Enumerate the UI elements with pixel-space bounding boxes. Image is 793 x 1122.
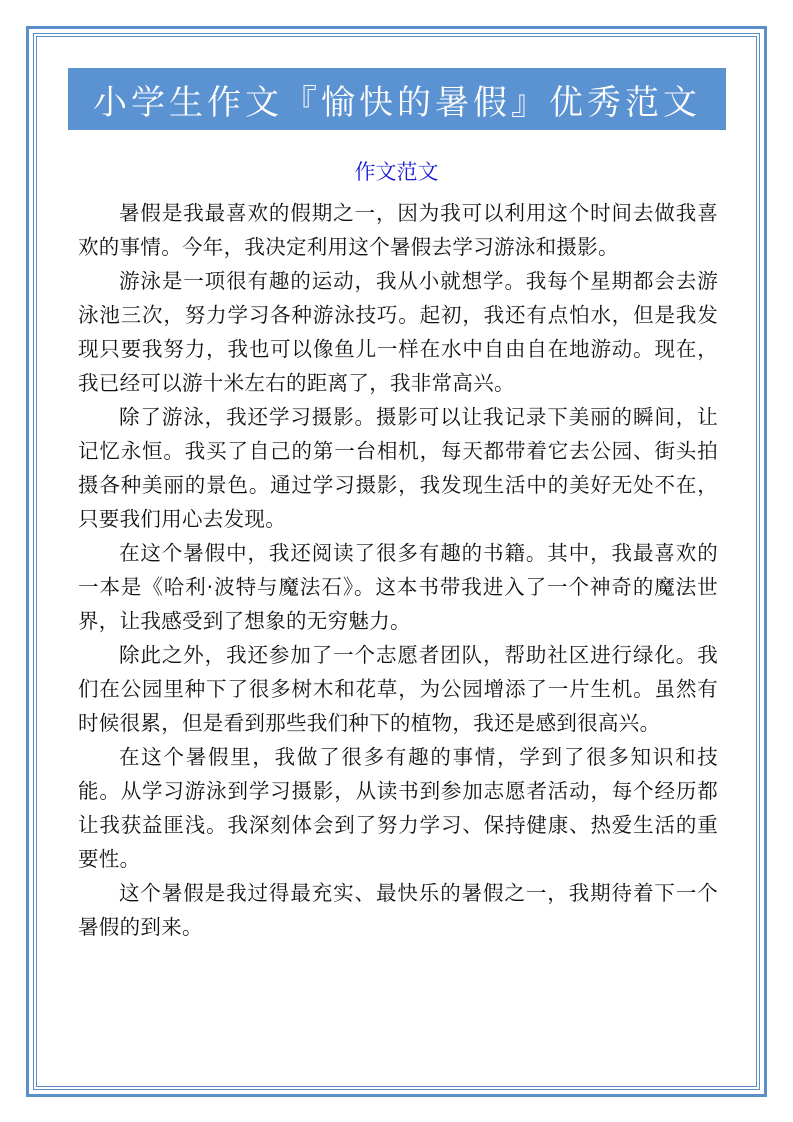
paragraph-2: 游泳是一项很有趣的运动，我从小就想学。我每个星期都会去游泳池三次，努力学习各种游泳技巧。起初，我还有点怕水，但是我发现只要我努力，我也可以像鱼儿一样在水中自由自在地游动。现在，我已经可以游十米左右的距离了，我非常高兴。 — [78, 269, 718, 395]
title-banner — [68, 68, 726, 130]
paragraph-5: 除此之外，我还参加了一个志愿者团队，帮助社区进行绿化。我们在公园里种下了很多树木和花草，为公园增添了一片生机。虽然有时候很累，但是看到那些我们种下的植物，我还是感到很高兴。 — [78, 643, 718, 735]
paragraph-1: 暑假是我最喜欢的假期之一，因为我可以利用这个时间去做我喜欢的事情。今年，我决定利用这个暑假去学习游泳和摄影。 — [78, 201, 718, 259]
article-body — [78, 196, 718, 944]
paragraph-6: 在这个暑假里，我做了很多有趣的事情，学到了很多知识和技能。从学习游泳到学习摄影，从读书到参加志愿者活动，每个经历都让我获益匪浅。我深刻体会到了努力学习、保持健康、热爱生活的重要性。 — [78, 745, 718, 871]
page-title: 小学生作文『愉快的暑假』优秀范文 — [93, 82, 701, 123]
paragraph-7: 这个暑假是我过得最充实、最快乐的暑假之一，我期待着下一个暑假的到来。 — [78, 881, 718, 939]
subtitle: 作文范文 — [354, 160, 439, 184]
paragraph-3: 除了游泳，我还学习摄影。摄影可以让我记录下美丽的瞬间，让记忆永恒。我买了自己的第一台相机，每天都带着它去公园、街头拍摄各种美丽的景色。通过学习摄影，我发现生活中的美好无处不在，只要我们用心去发现。 — [78, 405, 718, 531]
paragraph-4: 在这个暑假中，我还阅读了很多有趣的书籍。其中，我最喜欢的一本是《哈利·波特与魔法石》。这本书带我进入了一个神奇的魔法世界，让我感受到了想象的无穷魅力。 — [78, 541, 718, 633]
